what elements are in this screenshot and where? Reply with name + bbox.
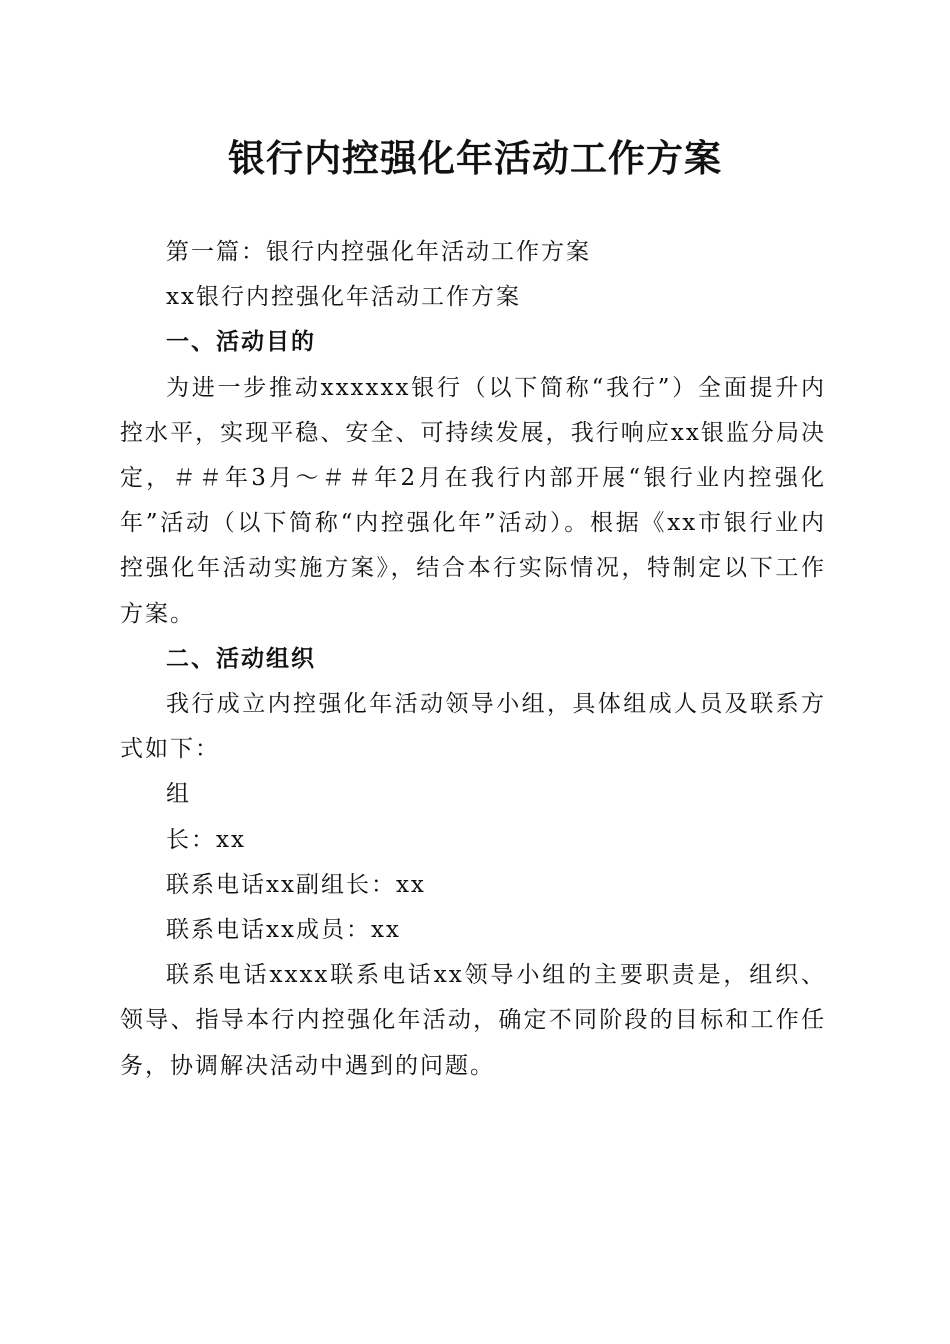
paragraph-group-label: 组 [166,781,191,808]
paragraph-purpose: 为进一步推动xxxxxx银行（以下简称“我行”）全面提升内控水平，实现平稳、安全、可持续发展，我行响应xx银监分局决定，＃＃年3月～＃＃年2月在我行内部开展“银行业内控强化年”活动（以下简称“内控强化年”活动）。根据《xx市银行业内控强化年活动实施方案》，结合本行实际情况，特制定以下工作方案。 [120,374,826,627]
paragraph-deputy-leader: 联系电话xx副组长：xx [166,871,426,898]
section-heading-purpose: 一、活动目的 [166,329,316,356]
document-body [120,230,826,1089]
paragraph-members: 联系电话xx成员：xx [166,917,401,944]
section-heading-organization: 二、活动组织 [166,645,316,672]
paragraph-plan-name: xx银行内控强化年活动工作方案 [166,284,521,311]
paragraph-part-one-title: 第一篇：银行内控强化年活动工作方案 [166,239,591,265]
paragraph-group-leader: 长：xx [166,826,246,853]
document-title: 银行内控强化年活动工作方案 [228,136,722,180]
paragraph-responsibilities: 联系电话xxxx联系电话xx领导小组的主要职责是，组织、领导、指导本行内控强化年活动，确定不同阶段的目标和工作任务，协调解决活动中遇到的问题。 [120,962,826,1079]
paragraph-organization-intro: 我行成立内控强化年活动领导小组，具体组成人员及联系方式如下： [120,691,826,763]
